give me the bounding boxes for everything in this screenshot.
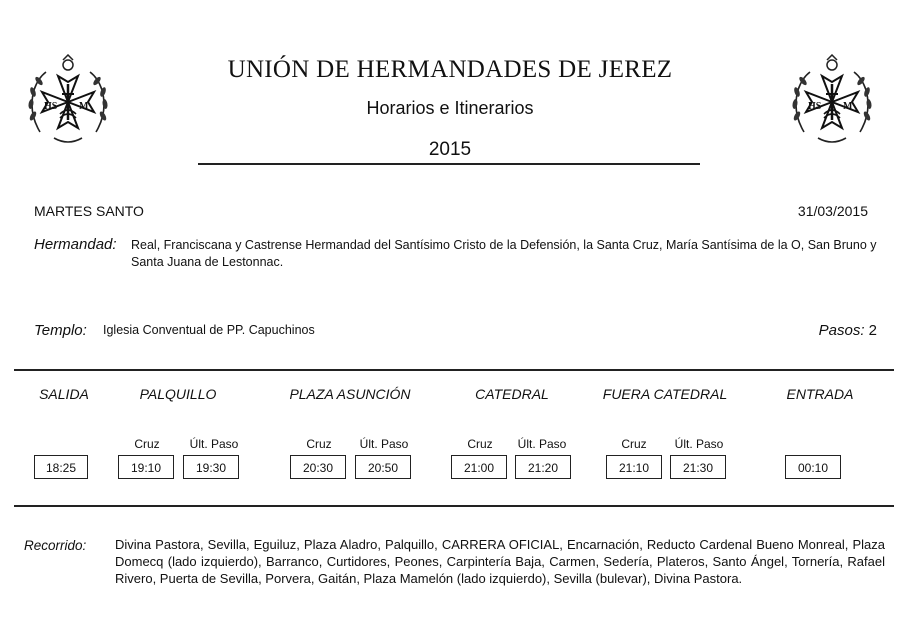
- palquillo-cruz-time: 19:10: [118, 455, 174, 479]
- pasos-label: Pasos:: [818, 322, 865, 339]
- templo-text: Iglesia Conventual de PP. Capuchinos: [103, 323, 315, 337]
- catedral-ult-time: 21:20: [515, 455, 571, 479]
- entrada-time: 00:10: [785, 455, 841, 479]
- day-label: MARTES SANTO: [34, 203, 144, 219]
- catedral-ult-label: Últ. Paso: [517, 437, 567, 451]
- emblem-monogram-m: M: [79, 101, 89, 112]
- schedule-bottom-rule: [14, 505, 894, 507]
- col-plaza-asuncion: PLAZA ASUNCIÓN: [289, 386, 411, 402]
- recorrido-text: Divina Pastora, Sevilla, Eguiluz, Plaza Aladro, Palquillo, CARRERA OFICIAL, Encarnación, Reducto Cardenal Bueno Monreal, Plaza Domecq (lado izquierdo), Barranco, Curtidores, Peones, Carpintería Baja, Carmen, Sedería, Plateros, Santo Ángel, Tornería, Rafael Rivero, Puerta de Sevilla, Porvera, Gaitán, Plaza Mamelón (lado izquierdo), Sevilla (bulevar), Divina Pastora.: [115, 537, 885, 586]
- templo-label: Templo:: [34, 322, 87, 339]
- catedral-cruz-label: Cruz: [467, 437, 493, 451]
- header-divider: [198, 163, 700, 165]
- hermandad-text: Real, Franciscana y Castrense Hermandad del Santísimo Cristo de la Defensión, la Santa Cruz, María Santísima de la O, San Bruno y Santa Juana de Lestonnac.: [131, 238, 877, 269]
- palquillo-cruz-label: Cruz: [134, 437, 160, 451]
- col-fuera-catedral: FUERA CATEDRAL: [602, 386, 728, 402]
- col-catedral: CATEDRAL: [475, 386, 549, 402]
- page-subtitle: Horarios e Itinerarios: [366, 98, 534, 118]
- fuera-ult-time: 21:30: [670, 455, 726, 479]
- fuera-ult-label: Últ. Paso: [674, 437, 724, 451]
- date-label: 31/03/2015: [797, 203, 868, 219]
- recorrido-label: Recorrido:: [24, 538, 87, 553]
- emblem-monogram-hs: HS: [808, 101, 822, 112]
- asuncion-cruz-time: 20:30: [290, 455, 346, 479]
- emblem-monogram-hs: HS: [44, 101, 58, 112]
- asuncion-ult-label: Últ. Paso: [359, 437, 409, 451]
- schedule-top-rule: [14, 369, 894, 371]
- fuera-cruz-label: Cruz: [621, 437, 647, 451]
- col-entrada: ENTRADA: [786, 386, 854, 402]
- catedral-cruz-time: 21:00: [451, 455, 507, 479]
- asuncion-ult-time: 20:50: [355, 455, 411, 479]
- fuera-cruz-time: 21:10: [606, 455, 662, 479]
- palquillo-ult-time: 19:30: [183, 455, 239, 479]
- palquillo-ult-label: Últ. Paso: [189, 437, 239, 451]
- asuncion-cruz-label: Cruz: [306, 437, 332, 451]
- pasos-value: 2: [868, 322, 877, 339]
- col-palquillo: PALQUILLO: [139, 386, 217, 402]
- col-salida: SALIDA: [39, 386, 89, 402]
- pasos-count: [819, 322, 877, 339]
- hermandad-label: Hermandad:: [34, 236, 117, 253]
- page-year: 2015: [428, 139, 472, 160]
- emblem-monogram-m: M: [843, 101, 853, 112]
- salida-time: 18:25: [34, 455, 88, 479]
- page-title: UNIÓN DE HERMANDADES DE JEREZ: [227, 56, 673, 83]
